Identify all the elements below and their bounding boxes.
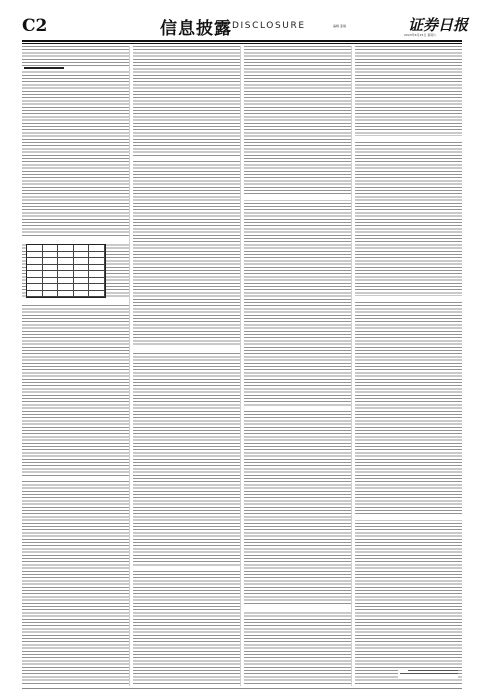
issue-date: 2023年6月25日 星期六: [404, 33, 437, 37]
subheading: [24, 67, 64, 69]
article-columns: [22, 46, 462, 686]
article-column-3: [244, 46, 352, 686]
signature-block: [398, 668, 458, 678]
masthead-rule: [22, 40, 462, 42]
section-title: 信息披露: [160, 19, 232, 39]
data-table: [26, 244, 106, 298]
masthead: [0, 0, 484, 48]
body-text: [355, 46, 462, 686]
article-column-1: [22, 46, 130, 686]
editor-line: 编辑 姜楠: [333, 24, 346, 28]
page-code: C2: [22, 16, 48, 36]
section-title-english: DISCLOSURE: [232, 21, 306, 31]
masthead-rule-thin: [22, 43, 462, 44]
body-text: [22, 46, 129, 686]
article-column-2: [133, 46, 241, 686]
body-text: [244, 46, 351, 686]
article-column-4: [355, 46, 462, 686]
newspaper-logo: 证券日报: [408, 16, 469, 34]
body-text: [133, 46, 240, 686]
footer-rule: [22, 688, 462, 689]
